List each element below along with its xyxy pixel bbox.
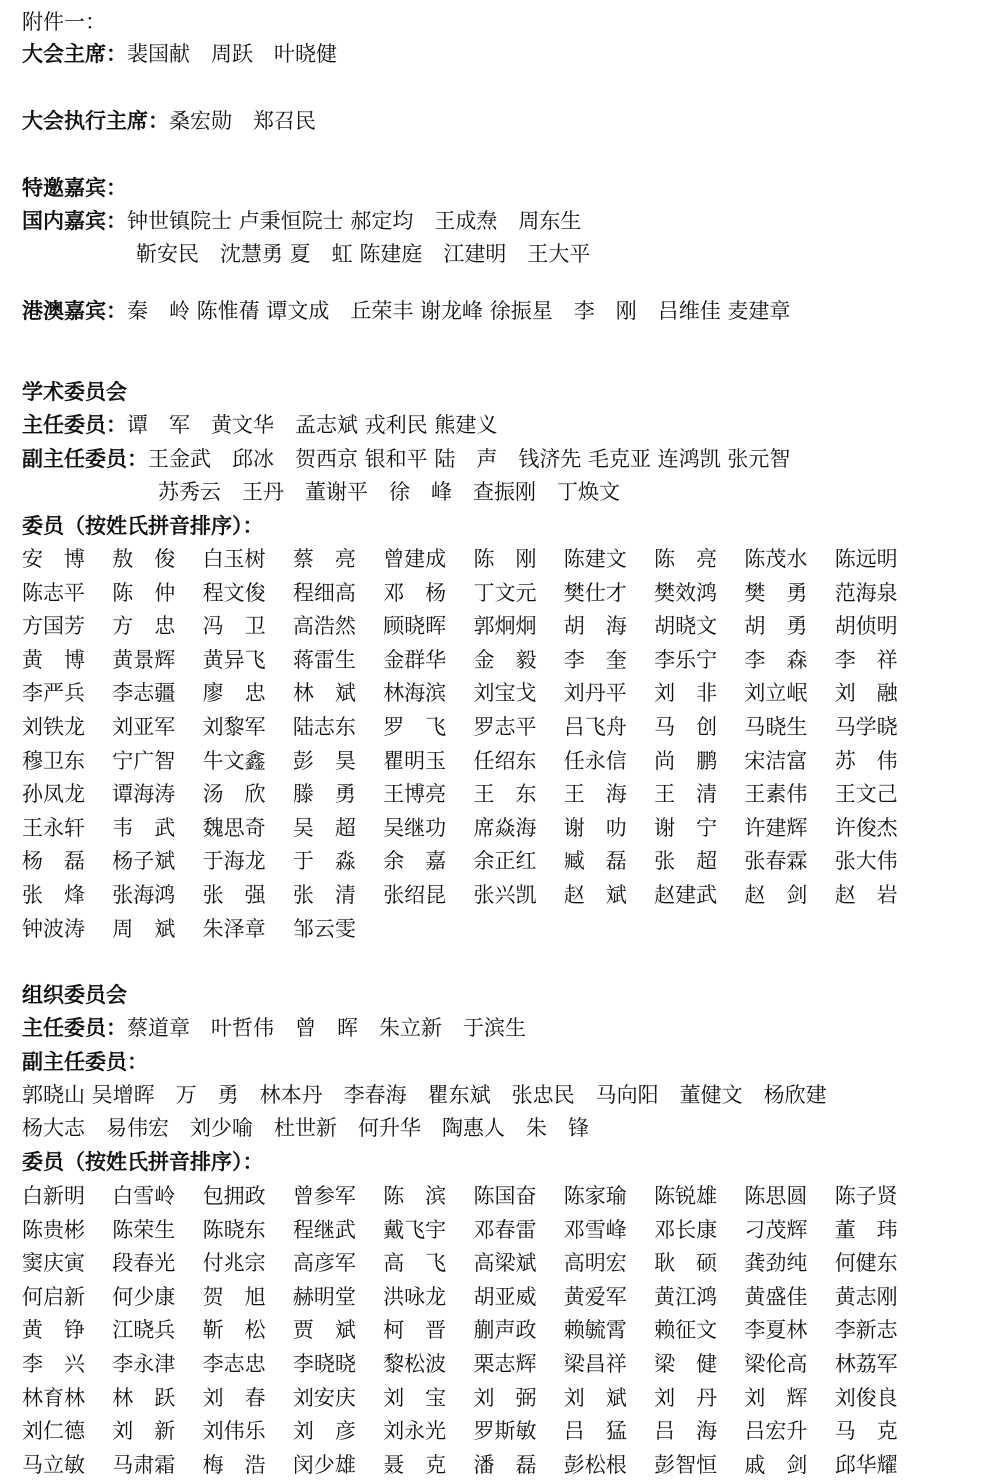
hkmo-guests-names: 秦 岭 陈惟蒨 谭文成 丘荣丰 谢龙峰 徐振星 李 刚 吕维佳 麦建章	[127, 299, 791, 323]
academic-member-name: 苏 伟	[834, 748, 898, 773]
organizing-member-name: 刘 彦	[292, 1419, 356, 1444]
academic-member-name: 韦 武	[112, 815, 176, 840]
organizing-members-label: 委员（按姓氏拼音排序）：	[22, 1150, 264, 1174]
academic-member-name: 陈 刚	[473, 547, 537, 571]
guests-heading: 特邀嘉宾：	[22, 176, 127, 200]
academic-member-name: 张 强	[202, 883, 266, 907]
organizing-member-name: 吕宏升	[744, 1419, 808, 1444]
academic-member-name: 瞿明玉	[383, 748, 447, 773]
organizing-member-name: 马立敏	[22, 1452, 85, 1477]
organizing-member-name: 高 飞	[383, 1251, 447, 1276]
organizing-member-name: 陈 滨	[383, 1184, 447, 1208]
organizing-member-name: 戴飞宇	[383, 1217, 447, 1242]
organizing-member-name: 马 克	[834, 1419, 898, 1444]
chair-line	[22, 40, 337, 68]
domestic-guests-label: 国内嘉宾：	[22, 209, 127, 233]
academic-member-name: 余 嘉	[383, 849, 447, 874]
academic-member-name: 胡侦明	[834, 614, 898, 639]
academic-director-line	[22, 411, 497, 439]
academic-member-name: 樊 勇	[744, 580, 808, 605]
organizing-member-name: 赖征文	[654, 1318, 718, 1343]
organizing-member-name: 何启新	[22, 1284, 85, 1309]
academic-member-name: 王永轩	[22, 815, 85, 840]
academic-member-name: 张海鸿	[112, 883, 176, 907]
academic-member-name: 魏思奇	[202, 815, 266, 840]
academic-member-name: 程文俊	[202, 580, 266, 605]
academic-member-name: 赵 岩	[834, 883, 898, 907]
academic-member-name: 陆志东	[292, 715, 356, 739]
organizing-member-row	[0, 1451, 1000, 1484]
academic-member-row	[0, 679, 1000, 712]
organizing-member-row	[0, 1350, 1000, 1383]
academic-member-name: 安 博	[22, 547, 85, 571]
academic-member-row	[0, 847, 1000, 880]
organizing-member-name: 陈家瑜	[563, 1184, 627, 1208]
organizing-member-name: 包拥政	[202, 1184, 266, 1208]
organizing-member-name: 陈晓东	[202, 1217, 266, 1242]
organizing-member-name: 邓雪峰	[563, 1217, 627, 1242]
academic-member-name: 臧 磊	[563, 849, 627, 874]
organizing-member-name: 黄盛佳	[744, 1284, 808, 1309]
academic-vice-line	[22, 445, 790, 473]
academic-member-name: 王 东	[473, 782, 537, 807]
organizing-member-name: 高明宏	[563, 1251, 627, 1276]
organizing-member-name: 刘 春	[202, 1385, 266, 1410]
academic-member-name: 穆卫东	[22, 748, 85, 773]
organizing-member-name: 吕 猛	[563, 1419, 627, 1444]
academic-member-name: 蔡 亮	[292, 547, 356, 571]
academic-member-row	[0, 713, 1000, 746]
organizing-member-row	[0, 1182, 1000, 1215]
academic-member-name: 杨子斌	[112, 849, 176, 874]
academic-member-name: 赵建武	[654, 883, 718, 907]
academic-member-name: 任绍东	[473, 748, 537, 773]
academic-member-name: 张 超	[654, 849, 718, 874]
academic-member-name: 张绍昆	[383, 883, 447, 907]
academic-member-row	[0, 814, 1000, 847]
academic-member-name: 金群华	[383, 647, 447, 672]
exec-chair-line	[22, 107, 316, 135]
academic-member-row	[0, 747, 1000, 780]
organizing-member-row	[0, 1283, 1000, 1316]
organizing-member-row	[0, 1417, 1000, 1450]
organizing-member-name: 李夏林	[744, 1318, 808, 1343]
organizing-member-name: 潘 磊	[473, 1452, 537, 1477]
academic-member-name: 丁文元	[473, 580, 537, 605]
organizing-member-name: 陈子贤	[834, 1184, 898, 1208]
organizing-vice-label: 副主任委员：	[22, 1050, 148, 1074]
academic-member-row	[0, 646, 1000, 679]
organizing-member-name: 林 跃	[112, 1385, 176, 1410]
academic-member-name: 尚 鹏	[654, 748, 718, 773]
academic-member-row	[0, 579, 1000, 612]
academic-member-name: 陈志平	[22, 580, 85, 605]
academic-member-name: 王 海	[563, 782, 627, 807]
organizing-member-name: 贾 斌	[292, 1318, 356, 1343]
organizing-member-name: 梁伦高	[744, 1352, 808, 1376]
organizing-member-name: 刘仁德	[22, 1419, 85, 1444]
attachment-label: 附件一：	[22, 10, 106, 34]
academic-member-name: 许俊杰	[834, 815, 898, 840]
organizing-member-name: 曾参军	[292, 1184, 356, 1208]
organizing-member-name: 黄江鸿	[654, 1284, 718, 1309]
academic-member-name: 刘 融	[834, 681, 898, 706]
academic-member-name: 敖 俊	[112, 547, 176, 571]
academic-member-name: 曾建成	[383, 547, 447, 571]
academic-member-name: 刘立岷	[744, 681, 808, 706]
organizing-member-name: 刘 辉	[744, 1385, 808, 1410]
organizing-member-name: 蒯声政	[473, 1318, 537, 1343]
organizing-member-name: 梅 浩	[202, 1452, 266, 1477]
academic-member-name: 顾晓晖	[383, 614, 447, 639]
academic-member-name: 赵 斌	[563, 883, 627, 907]
academic-member-name: 张兴凯	[473, 883, 537, 907]
chair-label: 大会主席：	[22, 42, 127, 66]
academic-member-name: 孙凤龙	[22, 782, 85, 807]
academic-member-name: 李 祥	[834, 647, 898, 672]
organizing-member-name: 赖毓霄	[563, 1318, 627, 1343]
academic-member-name: 钟波涛	[22, 916, 85, 941]
academic-member-name: 吴 超	[292, 815, 356, 840]
academic-member-name: 谢 宁	[654, 815, 718, 840]
organizing-member-name: 黄爱军	[563, 1284, 627, 1309]
organizing-member-name: 赫明堂	[292, 1284, 356, 1309]
academic-member-name: 陈建文	[563, 547, 627, 571]
academic-member-name: 蒋雷生	[292, 647, 356, 672]
academic-member-name: 任永信	[563, 748, 627, 773]
domestic-guests-names-2: 靳安民 沈慧勇 夏 虹 陈建庭 江建明 王大平	[136, 242, 591, 266]
domestic-guests-names-1: 钟世镇院士 卢秉恒院士 郝定均 王成焘 周东生	[127, 209, 582, 233]
organizing-member-name: 刘 新	[112, 1419, 176, 1444]
academic-member-name: 于 淼	[292, 849, 356, 874]
organizing-member-name: 高梁斌	[473, 1251, 537, 1276]
academic-member-name: 罗志平	[473, 715, 537, 739]
organizing-director-label: 主任委员：	[22, 1016, 127, 1040]
organizing-member-row	[0, 1216, 1000, 1249]
organizing-member-name: 梁昌祥	[563, 1352, 627, 1376]
academic-member-name: 于海龙	[202, 849, 266, 874]
organizing-member-name: 陈贵彬	[22, 1217, 85, 1242]
academic-member-name: 白玉树	[202, 547, 266, 571]
organizing-member-row	[0, 1384, 1000, 1417]
organizing-member-name: 李新志	[834, 1318, 898, 1343]
hkmo-guests-label: 港澳嘉宾：	[22, 299, 127, 323]
academic-member-name: 黄 博	[22, 647, 85, 672]
academic-vice-names-1: 王金武 邱冰 贺西京 银和平 陆 声 钱济先 毛克亚 连鸿凯 张元智	[148, 447, 791, 471]
academic-member-name: 胡晓文	[654, 614, 718, 639]
academic-member-name: 陈 仲	[112, 580, 176, 605]
organizing-member-name: 白雪岭	[112, 1184, 176, 1208]
organizing-member-name: 彭松根	[563, 1452, 627, 1477]
academic-member-name: 张 烽	[22, 883, 85, 907]
academic-member-name: 吴继功	[383, 815, 447, 840]
academic-member-name: 方国芳	[22, 614, 85, 639]
organizing-member-name: 聂 克	[383, 1452, 447, 1477]
chair-names: 裴国献 周跃 叶晓健	[127, 42, 337, 66]
organizing-member-name: 高彦军	[292, 1251, 356, 1276]
organizing-member-name: 李 兴	[22, 1352, 85, 1376]
academic-member-row	[0, 545, 1000, 578]
domestic-guests-line	[22, 207, 581, 235]
organizing-member-name: 黄志刚	[834, 1284, 898, 1309]
academic-member-name: 王博亮	[383, 782, 447, 807]
academic-member-name: 朱泽章	[202, 916, 266, 941]
organizing-member-name: 段春光	[112, 1251, 176, 1276]
academic-heading: 学术委员会	[22, 380, 127, 404]
academic-member-name: 张 清	[292, 883, 356, 907]
organizing-member-name: 马肃霜	[112, 1452, 176, 1477]
organizing-member-name: 罗斯敏	[473, 1419, 537, 1444]
academic-member-name: 冯 卫	[202, 614, 266, 639]
organizing-member-name: 刘俊良	[834, 1385, 898, 1410]
academic-director-label: 主任委员：	[22, 413, 127, 437]
academic-member-name: 马学晓	[834, 715, 898, 739]
organizing-member-name: 靳 松	[202, 1318, 266, 1343]
academic-member-name: 彭 昊	[292, 748, 356, 773]
academic-member-name: 宋洁富	[744, 748, 808, 773]
organizing-member-name: 窦庆寅	[22, 1251, 85, 1276]
organizing-member-name: 何少康	[112, 1284, 176, 1309]
academic-member-name: 杨 磊	[22, 849, 85, 874]
academic-member-row	[0, 612, 1000, 645]
academic-member-name: 金 毅	[473, 647, 537, 672]
academic-member-name: 李志疆	[112, 681, 176, 706]
organizing-member-name: 刘 斌	[563, 1385, 627, 1410]
academic-member-name: 滕 勇	[292, 782, 356, 807]
academic-member-name: 宁广智	[112, 748, 176, 773]
organizing-member-name: 贺 旭	[202, 1284, 266, 1309]
academic-member-name: 范海泉	[834, 580, 898, 605]
organizing-member-name: 林育林	[22, 1385, 85, 1410]
academic-member-name: 周 斌	[112, 916, 176, 941]
organizing-member-name: 付兆宗	[202, 1251, 266, 1276]
academic-member-name: 刘黎军	[202, 715, 266, 739]
academic-member-name: 黄景辉	[112, 647, 176, 672]
organizing-member-name: 闵少雄	[292, 1452, 356, 1477]
academic-member-name: 王素伟	[744, 782, 808, 807]
academic-member-name: 汤 欣	[202, 782, 266, 807]
academic-member-name: 邓 杨	[383, 580, 447, 605]
academic-member-name: 郭炯炯	[473, 614, 537, 639]
organizing-member-name: 刘永光	[383, 1419, 447, 1444]
academic-member-name: 李 奎	[563, 647, 627, 672]
academic-member-name: 胡 勇	[744, 614, 808, 639]
organizing-member-name: 吕 海	[654, 1419, 718, 1444]
academic-member-name: 胡 海	[563, 614, 627, 639]
academic-directors: 谭 军 黄文华 孟志斌 戎利民 熊建义	[127, 413, 498, 437]
organizing-director-line	[22, 1014, 526, 1042]
organizing-vice-names-1: 郭晓山 吴增晖 万 勇 林本丹 李春海 瞿东斌 张忠民 马向阳 董健文 杨欣建	[22, 1083, 827, 1107]
academic-member-name: 许建辉	[744, 815, 808, 840]
academic-member-name: 林 斌	[292, 681, 356, 706]
organizing-member-name: 陈思圆	[744, 1184, 808, 1208]
organizing-member-name: 刘 丹	[654, 1385, 718, 1410]
academic-member-name: 樊仕才	[563, 580, 627, 605]
organizing-member-name: 陈锐雄	[654, 1184, 718, 1208]
academic-member-name: 张春霖	[744, 849, 808, 874]
academic-member-name: 陈远明	[834, 547, 898, 571]
academic-member-name: 黄异飞	[202, 647, 266, 672]
academic-members-label: 委员（按姓氏拼音排序）：	[22, 514, 264, 538]
academic-member-name: 廖 忠	[202, 681, 266, 706]
academic-member-row	[0, 780, 1000, 813]
academic-member-name: 牛文鑫	[202, 748, 266, 773]
academic-member-name: 刘铁龙	[22, 715, 85, 739]
organizing-member-name: 李永津	[112, 1352, 176, 1376]
exec-chair-names: 桑宏勋 郑召民	[169, 109, 316, 133]
organizing-member-name: 龚劲纯	[744, 1251, 808, 1276]
academic-member-name: 马 创	[654, 715, 718, 739]
academic-member-name: 刘亚军	[112, 715, 176, 739]
academic-member-name: 席焱海	[473, 815, 537, 840]
academic-member-name: 谭海涛	[112, 782, 176, 807]
academic-member-name: 李乐宁	[654, 647, 718, 672]
academic-member-row	[0, 915, 1000, 948]
organizing-member-name: 陈国奋	[473, 1184, 537, 1208]
organizing-member-row	[0, 1316, 1000, 1349]
organizing-member-name: 林荔军	[834, 1352, 898, 1376]
academic-member-name: 刘丹平	[563, 681, 627, 706]
organizing-member-name: 刘 宝	[383, 1385, 447, 1410]
academic-member-name: 吕飞舟	[563, 715, 627, 739]
hkmo-guests-line	[22, 297, 790, 325]
organizing-member-name: 李志忠	[202, 1352, 266, 1376]
organizing-heading: 组织委员会	[22, 983, 127, 1007]
academic-vice-label: 副主任委员：	[22, 447, 148, 471]
organizing-member-name: 陈荣生	[112, 1217, 176, 1242]
organizing-member-name: 江晓兵	[112, 1318, 176, 1343]
academic-member-name: 谢 叻	[563, 815, 627, 840]
academic-member-name: 余正红	[473, 849, 537, 874]
organizing-member-name: 栗志辉	[473, 1352, 537, 1376]
academic-member-name: 李 森	[744, 647, 808, 672]
academic-member-name: 张大伟	[834, 849, 898, 874]
academic-member-name: 高浩然	[292, 614, 356, 639]
organizing-member-row	[0, 1249, 1000, 1282]
organizing-member-name: 戚 剑	[744, 1452, 808, 1477]
organizing-member-name: 程继武	[292, 1217, 356, 1242]
academic-member-name: 林海滨	[383, 681, 447, 706]
academic-member-name: 陈 亮	[654, 547, 718, 571]
organizing-member-name: 董 玮	[834, 1217, 898, 1242]
academic-member-name: 李严兵	[22, 681, 85, 706]
academic-member-name: 邹云雯	[292, 916, 356, 941]
organizing-member-name: 黄 铮	[22, 1318, 85, 1343]
academic-member-name: 樊效鸿	[654, 580, 718, 605]
academic-member-name: 赵 剑	[744, 883, 808, 907]
organizing-member-name: 刘 弼	[473, 1385, 537, 1410]
organizing-member-name: 邓长康	[654, 1217, 718, 1242]
organizing-member-name: 彭智恒	[654, 1452, 718, 1477]
organizing-member-name: 刁茂辉	[744, 1217, 808, 1242]
organizing-member-name: 何健东	[834, 1251, 898, 1276]
organizing-member-name: 黎松波	[383, 1352, 447, 1376]
organizing-directors: 蔡道章 叶哲伟 曾 晖 朱立新 于滨生	[127, 1016, 526, 1040]
organizing-member-name: 梁 健	[654, 1352, 718, 1376]
organizing-member-name: 耿 硕	[654, 1251, 718, 1276]
organizing-member-name: 胡亚威	[473, 1284, 537, 1309]
organizing-member-name: 洪咏龙	[383, 1284, 447, 1309]
organizing-member-name: 邱华耀	[834, 1452, 898, 1477]
academic-member-name: 刘宝戈	[473, 681, 537, 706]
academic-member-name: 陈茂水	[744, 547, 808, 571]
exec-chair-label: 大会执行主席：	[22, 109, 169, 133]
academic-member-name: 程细高	[292, 580, 356, 605]
organizing-member-name: 刘伟乐	[202, 1419, 266, 1444]
academic-member-name: 马晓生	[744, 715, 808, 739]
organizing-vice-names-2: 杨大志 易伟宏 刘少喻 杜世新 何升华 陶惠人 朱 锋	[22, 1116, 589, 1140]
academic-member-row	[0, 881, 1000, 914]
organizing-member-name: 白新明	[22, 1184, 85, 1208]
organizing-member-name: 李晓晓	[292, 1352, 356, 1376]
organizing-member-name: 柯 晋	[383, 1318, 447, 1343]
organizing-member-name: 邓春雷	[473, 1217, 537, 1242]
academic-member-name: 王文己	[834, 782, 898, 807]
academic-member-name: 方 忠	[112, 614, 176, 639]
academic-member-name: 王 清	[654, 782, 718, 807]
academic-member-name: 刘 非	[654, 681, 718, 706]
academic-member-name: 罗 飞	[383, 715, 447, 739]
academic-vice-names-2: 苏秀云 王丹 董谢平 徐 峰 查振刚 丁焕文	[158, 480, 620, 504]
organizing-member-name: 刘安庆	[292, 1385, 356, 1410]
